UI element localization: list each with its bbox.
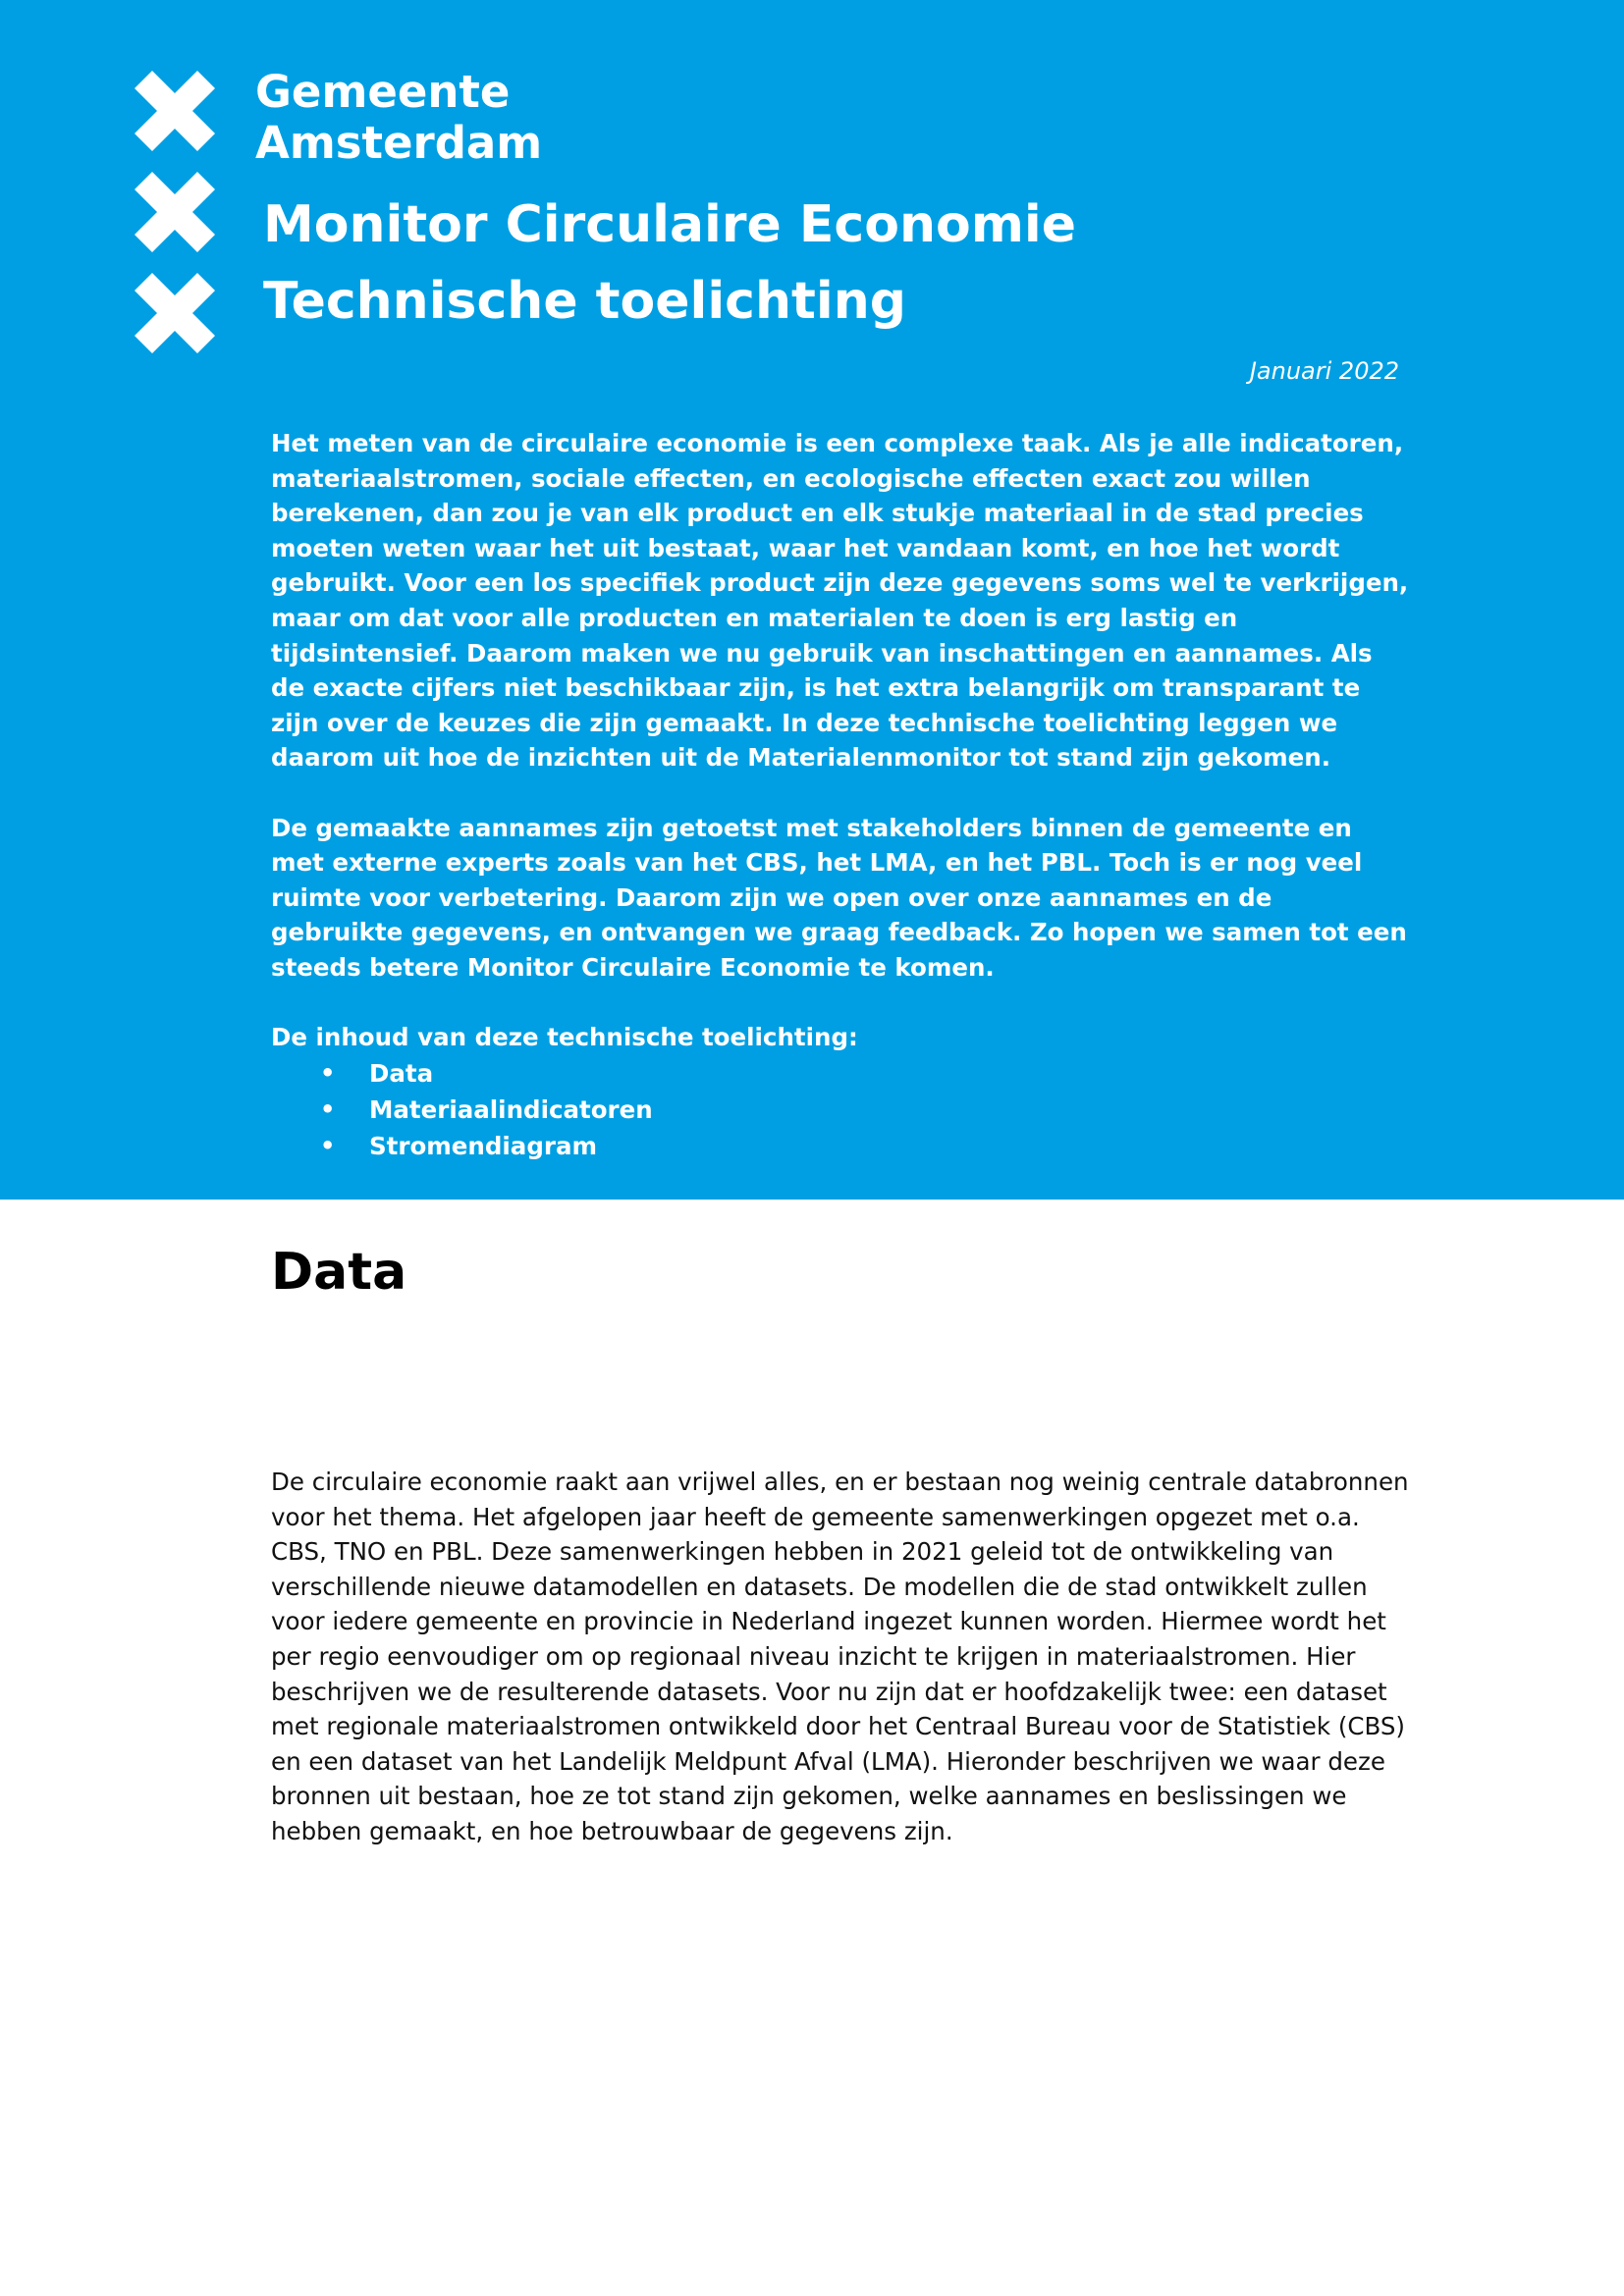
table-of-contents	[271, 1055, 1410, 1164]
intro-paragraph-1: Het meten van de circulaire economie is een complexe taak. Als je alle indicatoren, materiaalstromen, sociale effecten, en ecologische effecten exact zou willen berekenen, dan zou je van elk product en elk stukje materiaal in de stad precies moeten weten waar het uit bestaat, waar het vandaan komt, en hoe het wordt gebruikt. Voor een los specifiek product zijn deze gegevens soms wel te verkrijgen, maar om dat voor alle producten en materialen te doen is erg lastig en tijdsintensief. Daarom maken we nu gebruik van inschattingen en aannames. Als de exacte cijfers niet beschikbaar zijn, is het extra belangrijk om transparant te zijn over de keuzes die zijn gemaakt. In deze technische toelichting leggen we daarom uit hoe de inzichten uit de Materialenmonitor tot stand zijn gekomen.	[271, 429, 1409, 773]
document-date: Januari 2022	[1249, 357, 1399, 385]
andreas-cross-icon	[131, 67, 219, 155]
org-name-line-2: Amsterdam	[255, 117, 543, 169]
amsterdam-logo	[131, 67, 219, 370]
toc-intro: De inhoud van deze technische toelichting:	[271, 1023, 858, 1052]
intro-block	[271, 426, 1410, 1164]
toc-item-data	[320, 1055, 1410, 1092]
document-title	[263, 187, 1076, 340]
intro-paragraph-2: De gemaakte aannames zijn getoetst met stakeholders binnen de gemeente en met externe experts zoals van het CBS, het LMA, en het PBL. Toch is er nog veel ruimte voor verbetering. Daarom zijn we open over onze aannames en de gebruikte gegevens, en ontvangen we graag feedback. Zo hopen we samen tot een steeds betere Monitor Circulaire Economie te komen.	[271, 813, 1407, 982]
toc-item-label: Materiaalindicatoren	[369, 1095, 653, 1124]
bullet-icon: •	[320, 1058, 336, 1087]
document-title-line-1: Monitor Circulaire Economie	[263, 195, 1076, 254]
toc-item-label: Stromendiagram	[369, 1131, 598, 1160]
bullet-icon: •	[320, 1095, 336, 1123]
section-body-paragraph: De circulaire economie raakt aan vrijwel alles, en er bestaan nog weinig centrale databronnen voor het thema. Het afgelopen jaar heeft de gemeente samenwerkingen opgezet met o.a. CBS, TNO en PBL. Deze samenwerkingen hebben in 2021 geleid tot de ontwikkeling van verschillende nieuwe datamodellen en datasets. De modellen die de stad ontwikkelt zullen voor iedere gemeente en provincie in Nederland ingezet kunnen worden. Hiermee wordt het per regio eenvoudiger om op regionaal niveau inzicht te krijgen in materiaalstromen. Hier beschrijven we de resulterende datasets. Voor nu zijn dat er hoofdzakelijk twee: een dataset met regionale materiaalstromen ontwikkeld door het Centraal Bureau voor de Statistiek (CBS) en een dataset van het Landelijk Meldpunt Afval (LMA). Hieronder beschrijven we waar deze bronnen uit bestaan, hoe ze tot stand zijn gekomen, welke aannames en beslissingen we hebben gemaakt, en hoe betrouwbaar de gegevens zijn.	[271, 1468, 1409, 1845]
section-heading-data: Data	[271, 1243, 407, 1302]
toc-item-materiaalindicatoren	[320, 1092, 1410, 1128]
bullet-icon: •	[320, 1131, 336, 1159]
org-name-line-1: Gemeente	[255, 66, 511, 118]
andreas-cross-icon	[131, 168, 219, 256]
andreas-cross-icon	[131, 269, 219, 357]
document-title-line-2: Technische toelichting	[263, 272, 906, 331]
organisation-name	[255, 67, 542, 169]
toc-item-label: Data	[369, 1058, 434, 1088]
toc-item-stromendiagram	[320, 1128, 1410, 1164]
